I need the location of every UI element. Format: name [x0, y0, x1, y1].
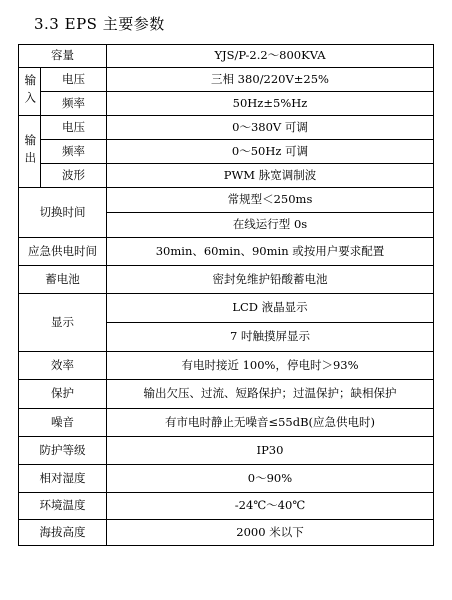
- row-value-noise: 有市电时静止无噪音≤55dB(应急供电时): [107, 409, 434, 437]
- row-label-output-voltage: 电压: [41, 116, 107, 140]
- row-value-output-voltage: 0～380V 可调: [107, 116, 434, 140]
- table-row: [19, 188, 434, 213]
- row-value-altitude: 2000 米以下: [107, 520, 434, 546]
- table-row: [19, 493, 434, 520]
- table-row: [19, 116, 434, 140]
- table-row: [19, 164, 434, 188]
- row-value-input-frequency: 50Hz±5%Hz: [107, 92, 434, 116]
- row-label-temperature: 环境温度: [19, 493, 107, 520]
- row-value-switch-time-online: 在线运行型 0s: [107, 213, 434, 238]
- table-row: [19, 380, 434, 409]
- table-row: [19, 68, 434, 92]
- row-label-emergency-time: 应急供电时间: [19, 238, 107, 266]
- row-value-temperature: -24℃～40℃: [107, 493, 434, 520]
- row-label-capacity: 容量: [19, 45, 107, 68]
- table-row: [19, 294, 434, 323]
- row-value-output-waveform: PWM 脉宽调制波: [107, 164, 434, 188]
- group-label-output: 输出: [19, 116, 41, 188]
- row-label-input-voltage: 电压: [41, 68, 107, 92]
- row-value-switch-time-regular: 常规型＜250ms: [107, 188, 434, 213]
- row-label-efficiency: 效率: [19, 352, 107, 380]
- eps-spec-table: [18, 44, 434, 546]
- row-label-output-frequency: 频率: [41, 140, 107, 164]
- row-value-battery: 密封免维护铅酸蓄电池: [107, 266, 434, 294]
- row-label-humidity: 相对湿度: [19, 465, 107, 493]
- row-label-output-waveform: 波形: [41, 164, 107, 188]
- row-label-altitude: 海拔高度: [19, 520, 107, 546]
- table-row: [19, 465, 434, 493]
- row-label-ip-rating: 防护等级: [19, 437, 107, 465]
- table-row: [19, 352, 434, 380]
- row-value-output-frequency: 0～50Hz 可调: [107, 140, 434, 164]
- section-heading: 3.3 EPS 主要参数: [34, 15, 165, 33]
- table-row: [19, 520, 434, 546]
- table-row: [19, 437, 434, 465]
- row-value-capacity: YJS/P-2.2～800KVA: [107, 45, 434, 68]
- row-value-display-lcd: LCD 液晶显示: [107, 294, 434, 323]
- row-label-switch-time: 切换时间: [19, 188, 107, 238]
- table-row: [19, 92, 434, 116]
- group-label-input: 输入: [19, 68, 41, 116]
- row-value-protection: 输出欠压、过流、短路保护；过温保护；缺相保护: [107, 380, 434, 409]
- row-value-humidity: 0～90%: [107, 465, 434, 493]
- table-row: [19, 238, 434, 266]
- table-row: [19, 45, 434, 68]
- table-row: [19, 140, 434, 164]
- table-row: [19, 409, 434, 437]
- row-value-efficiency: 有电时接近 100%，停电时＞93%: [107, 352, 434, 380]
- row-label-battery: 蓄电池: [19, 266, 107, 294]
- row-label-input-frequency: 频率: [41, 92, 107, 116]
- row-label-display: 显示: [19, 294, 107, 352]
- row-value-emergency-time: 30min、60min、90min 或按用户要求配置: [107, 238, 434, 266]
- row-value-ip-rating: IP30: [107, 437, 434, 465]
- row-label-noise: 噪音: [19, 409, 107, 437]
- row-value-display-touch: 7 吋触摸屏显示: [107, 323, 434, 352]
- row-value-input-voltage: 三相 380/220V±25%: [107, 68, 434, 92]
- row-label-protection: 保护: [19, 380, 107, 409]
- table-row: [19, 266, 434, 294]
